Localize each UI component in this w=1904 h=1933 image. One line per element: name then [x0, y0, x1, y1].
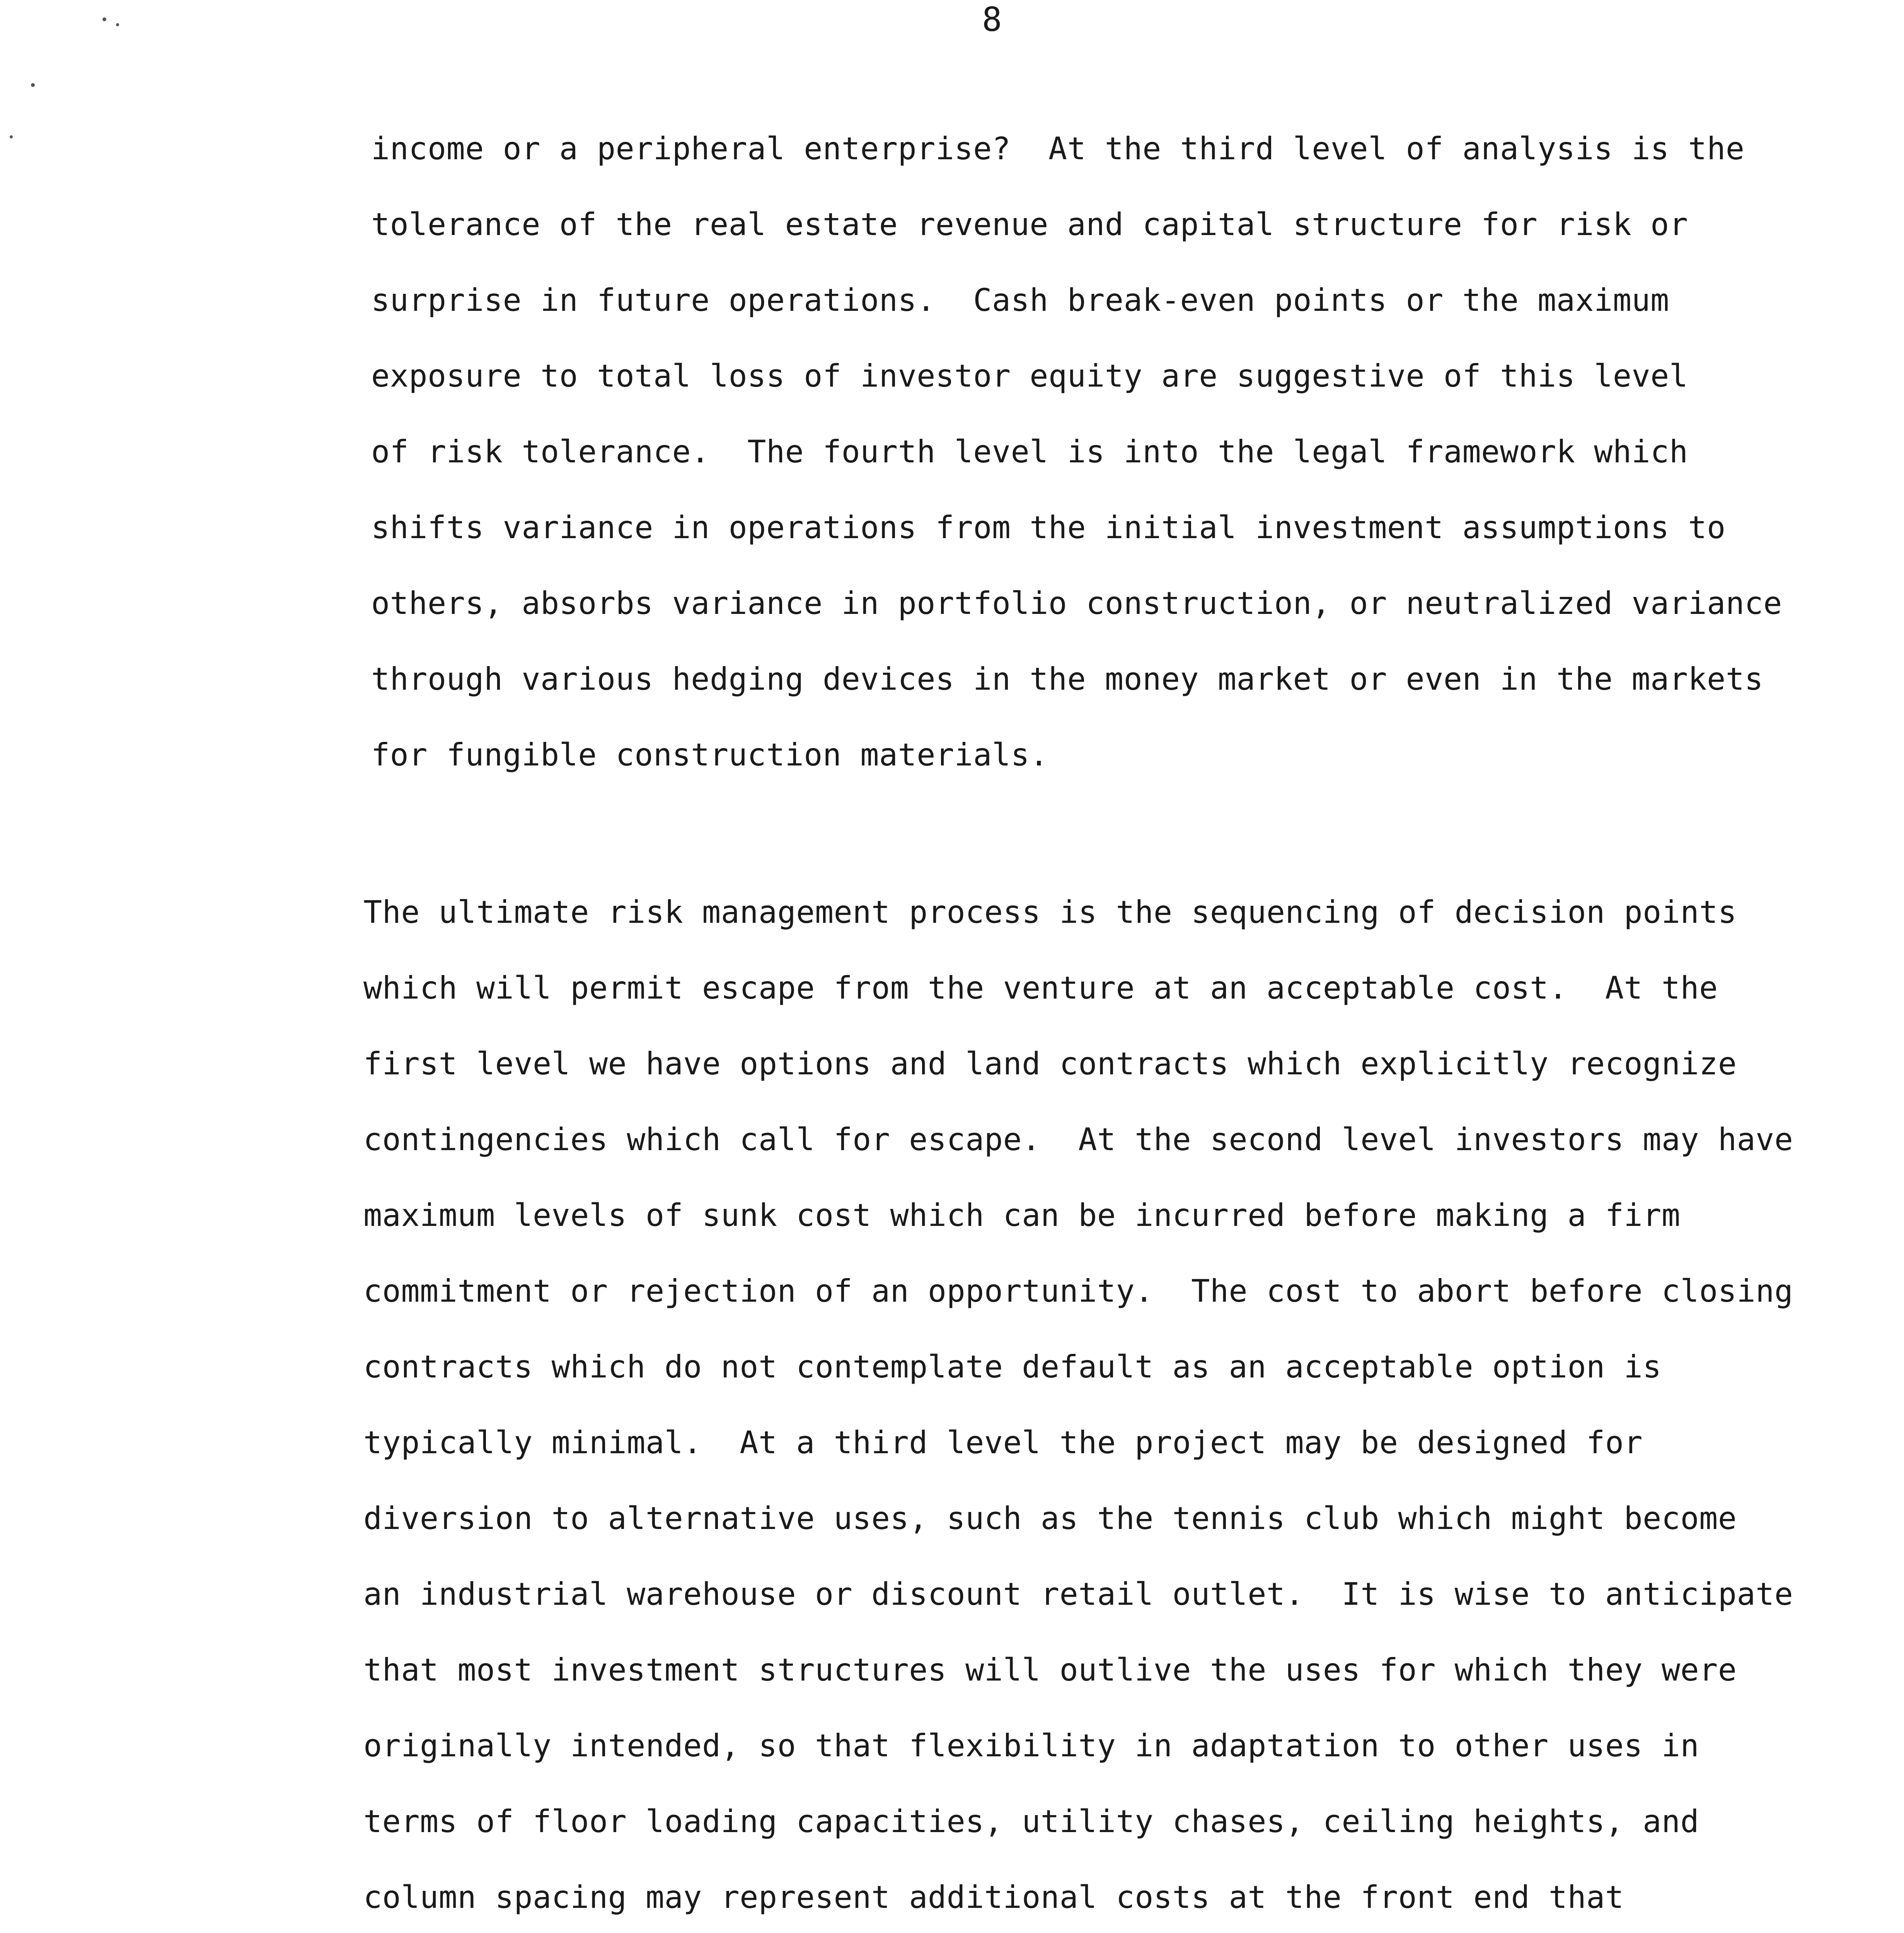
- text-line: of risk tolerance. The fourth level is into the legal framework which: [371, 434, 1688, 470]
- text-line: commitment or rejection of an opportunity. The cost to abort before closing: [363, 1273, 1793, 1309]
- text-line: column spacing may represent additional costs at the front end that: [363, 1879, 1624, 1915]
- text-line: diversion to alternative uses, such as the tennis club which might become: [363, 1500, 1737, 1536]
- text-line: contingencies which call for escape. At the second level investors may have: [363, 1122, 1793, 1157]
- text-line: shifts variance in operations from the initial investment assumptions to: [371, 510, 1726, 545]
- text-line: tolerance of the real estate revenue and capital structure for risk or: [371, 206, 1688, 242]
- page-number: 8: [982, 0, 1002, 39]
- text-line: maximum levels of sunk cost which can be incurred before making a firm: [363, 1197, 1681, 1233]
- text-line: income or a peripheral enterprise? At the third level of analysis is the: [371, 131, 1745, 167]
- text-line: terms of floor loading capacities, utility chases, ceiling heights, and: [363, 1803, 1699, 1839]
- text-line: typically minimal. At a third level the project may be designed for: [363, 1425, 1643, 1461]
- text-line: for fungible construction materials.: [371, 737, 1048, 773]
- text-line: surprise in future operations. Cash break-even points or the maximum: [371, 282, 1669, 318]
- text-line: The ultimate risk management process is the sequencing of decision points: [363, 894, 1737, 930]
- text-line: contracts which do not contemplate default as an acceptable option is: [363, 1349, 1662, 1385]
- text-line: that most investment structures will outlive the uses for which they were: [363, 1652, 1737, 1688]
- text-line: others, absorbs variance in portfolio construction, or neutralized variance: [371, 585, 1782, 621]
- text-line: exposure to total loss of investor equity are suggestive of this level: [371, 358, 1688, 394]
- text-line: first level we have options and land contracts which explicitly recognize: [363, 1046, 1737, 1082]
- text-line: which will permit escape from the venture at an acceptable cost. At the: [363, 970, 1718, 1006]
- text-line: through various hedging devices in the money market or even in the markets: [371, 661, 1764, 697]
- text-line: an industrial warehouse or discount retail outlet. It is wise to anticipate: [363, 1576, 1793, 1612]
- text-line: originally intended, so that flexibility in adaptation to other uses in: [363, 1728, 1699, 1764]
